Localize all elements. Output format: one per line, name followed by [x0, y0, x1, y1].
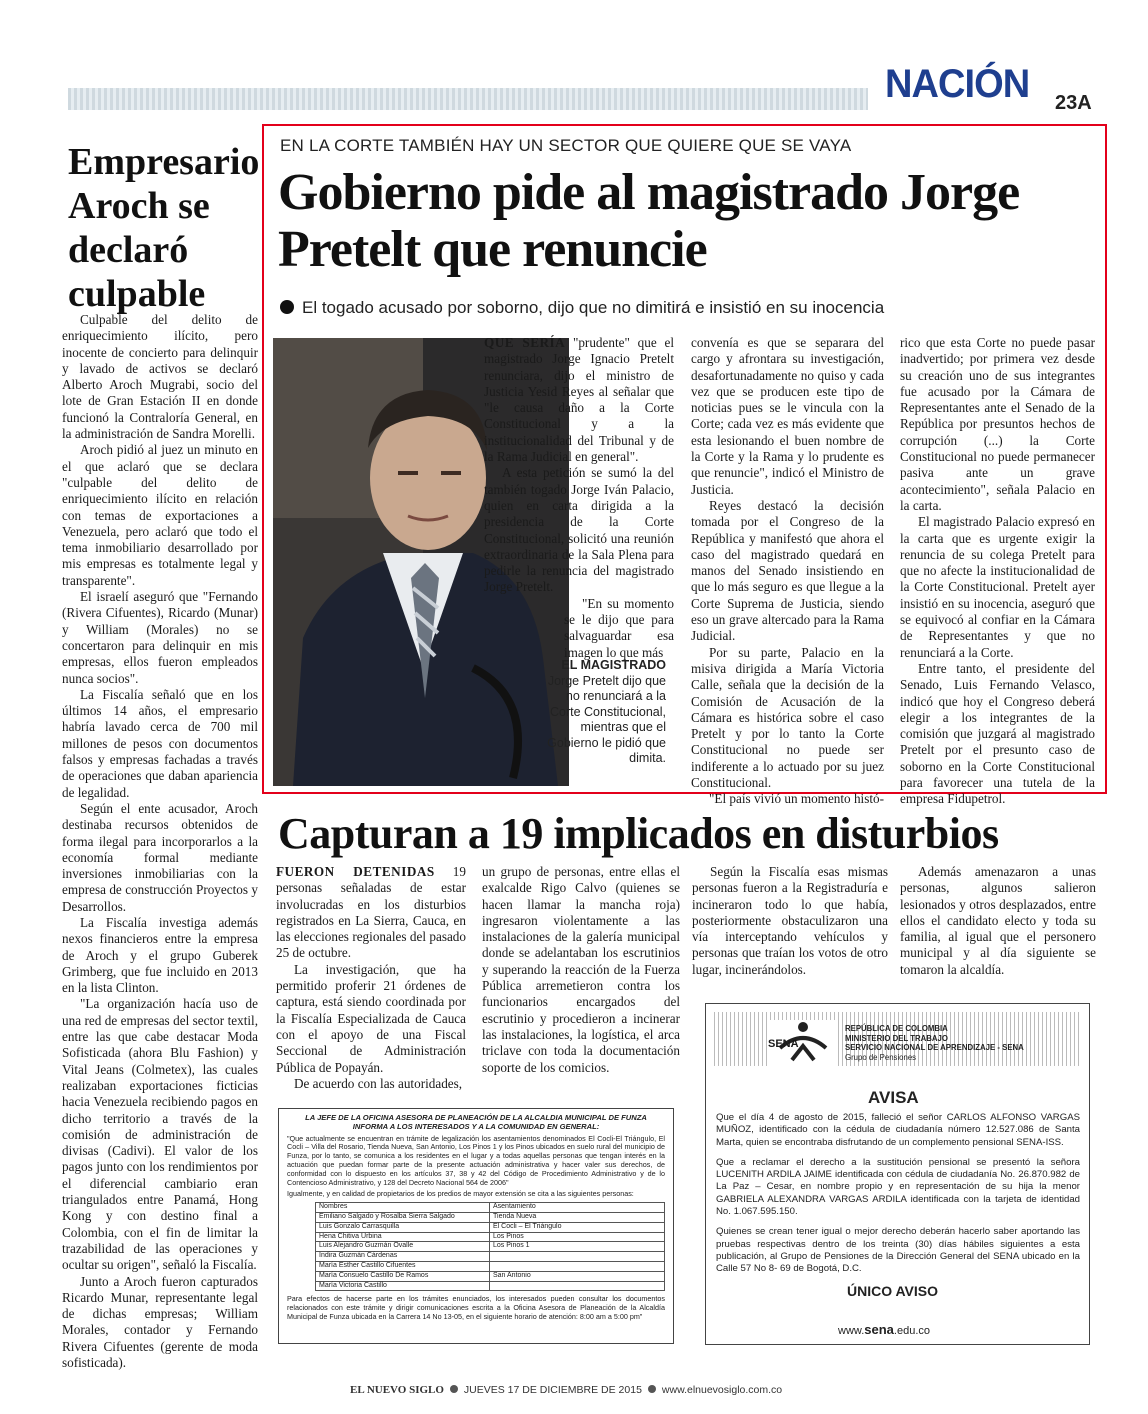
sena-website: [838, 1322, 930, 1337]
dot-icon: [648, 1385, 656, 1393]
sidebar-headline: Empresario Aroch se declaró culpable: [68, 141, 260, 315]
lead-runin: QUE SERÍA: [484, 335, 566, 350]
second-story-paragraph: De acuerdo con las autoridades,: [294, 1075, 463, 1091]
page-number: 23A: [1055, 92, 1092, 114]
table-cell: Tienda Nueva: [490, 1212, 665, 1222]
second-story-column-2: [482, 864, 680, 1076]
table-row: [316, 1212, 665, 1222]
table-cell: Hena Chitiva Urbina: [316, 1232, 490, 1242]
table-cell: El Cocli – El Triángulo: [490, 1222, 665, 1232]
sidebar-paragraph: Junto a Aroch fueron capturados Ricardo Munar, representante legal de dichas empresas; William Morales, contador y Fernando Rivera Cifuentes (gerente de moda sofisticada).: [62, 1273, 258, 1370]
sena-notice-body: [716, 1112, 1080, 1284]
main-story-paragraph: "El país vivió un momento histó-: [709, 791, 884, 807]
footer-url: www.elnuevosiglo.com.co: [661, 1384, 783, 1396]
sena-paragraph: Quienes se crean tener igual o mejor derecho deberán hacerlo saber aportando las pruebas respectivas dentro de los treinta (30) días hábiles siguientes a esta publicación, al Grupo de Pensiones de la Dirección General del SENA ubicado en la Calle 57 No 8- 69 de Bogotá, D.C.: [716, 1226, 1080, 1275]
table-cell: Luis Alejandro Guzmán Ovalle: [316, 1242, 490, 1252]
table-header: Nombres: [316, 1203, 490, 1213]
bullet-icon: [280, 300, 294, 314]
sidebar-paragraph: Aroch pidió al juez un minuto en el que aclaró que se declara "culpable del delito de enriquecimiento ilícito en relación con temas de exportaciones a Venezuela, pero aclaró que todo el tema inmobiliario desarrollado por mis empresas es totalmente legal y transparente".: [62, 442, 258, 588]
footer-brand: EL NUEVO SIGLO: [350, 1384, 444, 1396]
second-story-headline: Capturan a 19 implicados en disturbios: [278, 809, 999, 858]
sena-paragraph: Que el día 4 de agosto de 2015, falleció el señor CARLOS ALFONSO VARGAS MUÑOZ, identificado con la cédula de ciudadanía número 12.527.086 de Santa Marta, quien se encontraba disfrutando de un complemento pensional SENA-ISS.: [716, 1112, 1080, 1148]
web-suffix: .edu.co: [893, 1325, 931, 1337]
legal-notice-table-intro: Igualmente, y en calidad de propietarios de los predios de mayor extensión se cita a las siguientes personas:: [287, 1189, 634, 1199]
lead-runin: FUERON DETENIDAS: [276, 864, 435, 879]
sidebar-paragraph: "La organización hacía uso de una red de empresas del sector textil, entre las que cabe destacar Moda Sofisticada (ahora Blu Fashion) y Vital Jeans (Colmetex), las cuales realizaban exportaciones ficticias hacia Venezuela recibiendo pagos en dicho territorio a través de la comisión de administración de divisas (Cadivi). El valor de los pagos junto con los rendimientos por el diferencial cambiario eran triangulados entre Panamá, Hong Kong y con destino final a Colombia, con el fin de limitar la trazabilidad de las operaciones y ocultar su origen", señaló la Fiscalía.: [62, 996, 258, 1273]
header-band: [68, 88, 868, 110]
table-cell: Los Pinos 1: [490, 1242, 665, 1252]
main-story-paragraph: El magistrado Palacio expresó en la carta que es urgente exigir la renuncia de su colega Pretelt para que no afecte la institucionalidad de la Corte Constitucional. Pretelt ayer insistió en su inocencia, aseguró que se equivocó al confiar en la Cámara de Representantes y que no renunciará a la Corte.: [900, 514, 1095, 660]
photo-caption: [540, 658, 666, 767]
main-story-paragraph: "En su momento se le dijo que para salvaguardar esa imagen lo que más: [564, 595, 674, 660]
main-story-column-2: [691, 335, 884, 808]
main-story-column-3: [900, 335, 1095, 808]
table-cell: Emiliano Salgado y Rosalba Sierra Salgado: [316, 1212, 490, 1222]
second-story-paragraph: [276, 864, 466, 962]
sidebar-paragraph: La Fiscalía investiga además nexos financieros entre la empresa de Aroch y el grupo Guberek Grimberg, que fue incluido en 2013 en la lista Clinton.: [62, 914, 258, 996]
main-story-paragraph: convenía es que se separara del cargo y afrontara su investigación, desafortunadamente no quiso y cada vez que se producen este tipo de noticias pues se le vincula con la Corte; cada vez es más evidente que esta lesionando el buen nombre de la Corte y la Rama y lo prudente es que renuncie", indicó el Ministro de Justicia.: [691, 335, 884, 497]
main-story-paragraph: [484, 335, 674, 465]
sena-institution: [845, 1024, 1024, 1062]
table-cell: María Consuelo Castillo De Ramos: [316, 1271, 490, 1281]
institution-line: SERVICIO NACIONAL DE APRENDIZAJE - SENA: [845, 1043, 1024, 1052]
caption-text: Jorge Pretelt dijo que no renunciará a la Corte Constitucional, mientras que el Gobierno le pidió que dimita.: [547, 673, 666, 765]
web-brand: sena: [864, 1322, 894, 1337]
main-story-headline: Gobierno pide al magistrado Jorge Pretelt que renuncie: [278, 164, 1020, 278]
sidebar-paragraph: Culpable del delito de enriquecimiento ilícito, pero inocente de concierto para delinquir y lavado de activos se declaró Alberto Aroch Mugrabi, socio del lote de Gran Estación II en donde funcionó la Contraloría General, en la administración de Sandra Morelli.: [62, 312, 258, 442]
sidebar-paragraph: El israelí aseguró que "Fernando (Rivera Cifuentes), Ricardo (Munar) y William (Morales) no se concertaron para delinquir en mis empresas, ellos fueron empleados nunca socios".: [62, 589, 258, 686]
sena-paragraph: Que a reclamar el derecho a la sustitución pensional se presentó la señora LUCENITH ARDILA JAIME identificada con cédula de ciudadanía No. 26.870.982 de La Paz – Cesar, en nombre propio y en representación de su hija la menor GABRIELA ALEXANDRA VARGAS ARDILA identificada con la tarjeta de identidad No. 1.067.595.150.: [716, 1156, 1080, 1218]
sidebar-paragraph: La Fiscalía señaló que en los últimos 14 años, el empresario habría lavado cerca de 700 mil millones de pesos con documentos falsos y empresas fachadas a través de operaciones que daban apariencia de legalidad.: [62, 686, 258, 800]
table-cell: San Antonio: [490, 1271, 665, 1281]
table-cell: [490, 1261, 665, 1271]
sena-notice-title: AVISA: [868, 1088, 919, 1107]
institution-line: MINISTERIO DEL TRABAJO: [845, 1033, 948, 1043]
main-story-deck: [280, 298, 884, 318]
table-cell: [490, 1281, 665, 1291]
second-story-column-1: [276, 864, 466, 1092]
main-story-paragraph: Entre tanto, el presidente del Senado, Luis Fernando Velasco, indicó que hoy el Congreso deberá elegir a los integrantes de la comisión que juzgará al magistrado Pretelt por el presunto caso de soborno en la Corte Constitucional para favorecer una tutela de la empresa Fidupetrol.: [900, 660, 1095, 807]
sena-logo: [768, 1020, 838, 1072]
lead-text: "prudente" que el magistrado Jorge Ignacio Pretelt renunciara, dijo el ministro de Justicia Yesid Reyes al señalar que "le causa daño a la Corte Constitucional y a la institucionalidad del Tribunal y de la Rama Judicial en general".: [484, 335, 674, 465]
main-story-column-1: [484, 335, 674, 661]
table-row: [316, 1222, 665, 1232]
second-story-paragraph: La investigación, que ha permitido proferir 21 órdenes de captura, está siendo coordinada por la Fiscalía Especializada de Cauca con el apoyo de una Fiscal Seccional de Administración Pública de Popayán.: [276, 961, 466, 1075]
table-row: [316, 1281, 665, 1291]
legal-notice-body: "Que actualmente se encuentran en trámite de legalización los asentamientos denominados El Cocli-El Triángulo, El Cocli – Villa del Rosario, Tienda Nueva, San Antonio, Los Pinos 1 y los Pinos ubicados en suelo rural del municipio de Funza, por lo tanto, se comunica a los residentes en el lugar y a todas aquellas personas que tengan interés en la actuación que puedan formar parte de la presente actuación administrativa y hacer valer sus derechos, de conformidad con lo dispuesto en los artículos 37, 38 y 42 del Código de Procedimiento Administrativo y de lo Contencioso Administrativo, y 128 del Decreto Nacional 564 de 2006": [287, 1133, 665, 1187]
table-row: [316, 1252, 665, 1262]
table-cell: Los Pinos: [490, 1232, 665, 1242]
legal-notice-table: [315, 1202, 665, 1291]
table-row: [316, 1242, 665, 1252]
caption-title: EL MAGISTRADO: [561, 658, 666, 672]
institution-line: REPÚBLICA DE COLOMBIA: [845, 1024, 948, 1033]
web-prefix: www.: [838, 1325, 865, 1337]
legal-notice-title: LA JEFE DE LA OFICINA ASESORA DE PLANEACIÓN DE LA ALCALDIA MUNICIPAL DE FUNZA INFORMA A LOS INTERESADOS Y A LA COMUNIDAD EN GENERAL:: [305, 1113, 647, 1131]
table-cell: María Victoria Castillo: [316, 1281, 490, 1291]
main-story-kicker: EN LA CORTE TAMBIÉN HAY UN SECTOR QUE QUIERE QUE SE VAYA: [280, 136, 852, 155]
institution-line: Grupo de Pensiones: [845, 1052, 917, 1062]
second-story-paragraph: Además amenazaron a unas personas, algunos salieron lesionados y otros desplazados, entre ellos el candidato electo y toda su familia, al igual que el personero municipal y al día siguiente se tomaron la alcaldía.: [900, 864, 1096, 977]
main-story-paragraph: Por su parte, Palacio en la misiva dirigida a María Victoria Calle, señala que la decisión de la Comisión de Acusación de la Cámara es histórica sobre el caso Pretelt y por lo tanto la Corte Constitucional no puede ser indiferente a lo actuado por su juez Constitucional.: [691, 644, 884, 791]
second-story-paragraph: un grupo de personas, entre ellas el exalcalde Rigo Calvo (quienes se hacen llamar la mancha roja) ingresaron violentamente a las instalaciones de la galería municipal donde se adelantaban los escrutinios y superando la reacción de la Fuerza Pública arremetieron contra los funcionarios encargados del escrutinio y procedieron a incinerar las instalaciones, la logística, el arca triclave con toda la documentación soporte de los comicios.: [482, 864, 680, 1075]
table-header: Asentamiento: [490, 1203, 665, 1213]
sidebar-paragraph: Según el ente acusador, Aroch destinaba recursos obtenidos de forma ilegal para incorporarlos a la economía formal mediante inversiones inmobiliarias con la empresa de construcción Proyectos y Desarrollos.: [62, 800, 258, 914]
table-cell: Indira Guzmán Cárdenas: [316, 1252, 490, 1262]
footer-date: JUEVES 17 DE DICIEMBRE DE 2015: [463, 1384, 642, 1396]
table-cell: María Esther Castillo Cifuentes: [316, 1261, 490, 1271]
table-header-row: [316, 1203, 665, 1213]
second-story-column-4: [900, 864, 1096, 978]
table-row: [316, 1271, 665, 1281]
table-row: [316, 1232, 665, 1242]
table-cell: Luis Gonzalo Carrasquilla: [316, 1222, 490, 1232]
legal-notice-box: [278, 1108, 674, 1344]
page-footer: [350, 1384, 782, 1396]
sena-closing: ÚNICO AVISO: [847, 1283, 939, 1299]
second-story-column-3: [692, 864, 888, 978]
second-story-paragraph: Según la Fiscalía esas mismas personas fueron a la Registraduría e incineraron todo lo que había, posteriormente obstaculizaron una vía interceptando vehículos y personas que traían los votos de otro lugar, incinerándolos.: [692, 864, 888, 977]
table-row: [316, 1261, 665, 1271]
main-story-paragraph: A esta petición se sumó la del también togado Jorge Iván Palacio, quien en carta dirigida a la presidencia de la Corte Constitucional, solicitó una reunión extraordinaria de la Sala Plena para pedirle la renuncia del magistrado Jorge Pretelt.: [484, 465, 674, 595]
section-title: NACIÓN: [885, 62, 1030, 106]
main-story-paragraph: Reyes destacó la decisión tomada por el Congreso de la República y manifestó que ahora el caso del magistrado quedará en manos del Senado insistiendo en que lo más seguro es que llegue a la Corte Suprema de Justicia, siendo eso un grave altercado para la Rama Judicial.: [691, 497, 884, 644]
sena-logo-text: SENA: [768, 1038, 799, 1050]
table-cell: [490, 1252, 665, 1262]
lead-text: 19 personas señaladas de estar involucradas en los disturbios registrados en La Sierra, Cauca, en las elecciones regionales del pasado 25 de octubre.: [276, 864, 466, 961]
deck-text: El togado acusado por soborno, dijo que no dimitirá e insistió en su inocencia: [302, 298, 885, 317]
sidebar-body: [62, 312, 258, 1371]
main-story-paragraph: rico que esta Corte no puede pasar inadvertido; por primera vez desde su creación uno de sus integrantes fue acusado por la Cámara de Representantes ante el Senado de la República por presuntos hechos de corrupción (...) la Corte Constitucional no puede permanecer pasiva ante un grave acontecimiento", señala Palacio en la carta.: [900, 335, 1095, 513]
legal-notice-footer: Para efectos de hacerse parte en los trámites enunciados, los interesados pueden consultar los documentos relacionados con este trámite y dirigir comunicaciones escrita a la Oficina Asesora de Planeación de la Alcaldía Municipal de Funza ubicada en la Carrera 14 No 13-05, en el siguiente horario de atención: 8:00 am a 5:00 pm": [287, 1294, 665, 1321]
dot-icon: [450, 1385, 458, 1393]
